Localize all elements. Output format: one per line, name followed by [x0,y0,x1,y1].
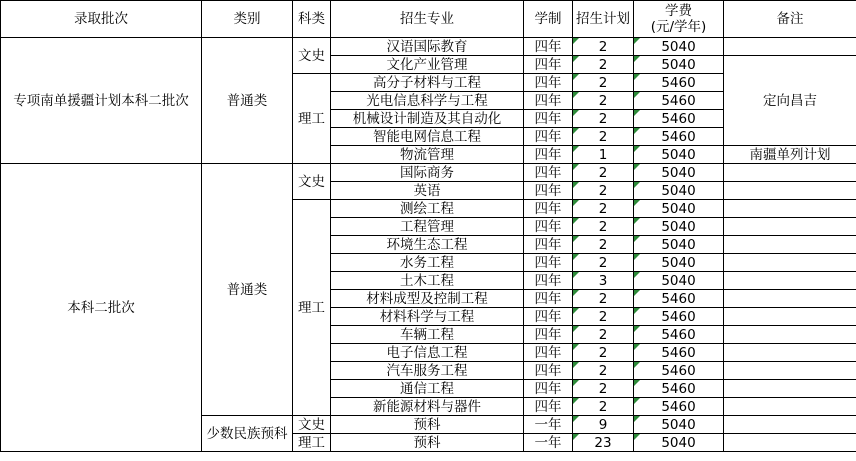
duration-cell: 四年 [524,110,573,128]
fee-cell: 5460 [634,290,724,308]
duration-cell: 四年 [524,74,573,92]
plan-cell: 2 [573,236,634,254]
fee-cell: 5460 [634,308,724,326]
note-cell [724,290,856,308]
duration-cell: 四年 [524,362,573,380]
note-cell [724,200,856,218]
subject-cell: 文史 [293,164,331,200]
note-cell [724,416,856,434]
plan-cell: 2 [573,308,634,326]
note-cell [724,236,856,254]
major-cell: 工程管理 [331,218,524,236]
batch-cell: 专项南单援疆计划本科二批次 [1,38,202,164]
major-cell: 水务工程 [331,254,524,272]
fee-cell: 5040 [634,434,724,452]
duration-cell: 一年 [524,416,573,434]
plan-cell: 2 [573,344,634,362]
note-cell [724,38,856,56]
major-cell: 物流管理 [331,146,524,164]
note-cell [724,380,856,398]
header-note: 备注 [724,1,856,38]
fee-cell: 5040 [634,182,724,200]
note-cell: 南疆单列计划 [724,146,856,164]
header-fee [634,1,724,38]
note-cell [724,182,856,200]
major-cell: 国际商务 [331,164,524,182]
duration-cell: 四年 [524,200,573,218]
fee-cell: 5460 [634,74,724,92]
fee-cell: 5040 [634,38,724,56]
subject-cell: 理工 [293,74,331,164]
fee-cell: 5460 [634,128,724,146]
major-cell: 预科 [331,434,524,452]
header-row [1,1,856,38]
table-row [1,38,856,56]
header-category: 类别 [202,1,293,38]
duration-cell: 四年 [524,128,573,146]
duration-cell: 四年 [524,164,573,182]
plan-cell: 2 [573,164,634,182]
note-cell [724,326,856,344]
duration-cell: 四年 [524,398,573,416]
major-cell: 智能电网信息工程 [331,128,524,146]
major-cell: 高分子材料与工程 [331,74,524,92]
duration-cell: 四年 [524,290,573,308]
table-row [1,164,856,182]
note-cell [724,164,856,182]
plan-cell: 2 [573,110,634,128]
major-cell: 光电信息科学与工程 [331,92,524,110]
plan-cell: 2 [573,380,634,398]
plan-cell: 2 [573,128,634,146]
header-batch: 录取批次 [1,1,202,38]
header-fee-line2: (元/学年) [650,19,707,35]
category-cell: 少数民族预科 [202,416,293,452]
fee-cell: 5040 [634,416,724,434]
major-cell: 文化产业管理 [331,56,524,74]
plan-cell: 23 [573,434,634,452]
duration-cell: 四年 [524,146,573,164]
plan-cell: 2 [573,56,634,74]
category-cell: 普通类 [202,164,293,416]
fee-cell: 5460 [634,380,724,398]
fee-cell: 5460 [634,92,724,110]
note-cell [724,344,856,362]
major-cell: 土木工程 [331,272,524,290]
category-cell: 普通类 [202,38,293,164]
fee-cell: 5040 [634,200,724,218]
note-cell [724,272,856,290]
note-cell [724,254,856,272]
fee-cell: 5040 [634,56,724,74]
major-cell: 新能源材料与器件 [331,398,524,416]
plan-cell: 2 [573,326,634,344]
duration-cell: 四年 [524,38,573,56]
major-cell: 材料科学与工程 [331,308,524,326]
fee-cell: 5040 [634,218,724,236]
duration-cell: 四年 [524,344,573,362]
duration-cell: 四年 [524,92,573,110]
plan-cell: 2 [573,200,634,218]
duration-cell: 四年 [524,326,573,344]
note-cell [724,362,856,380]
duration-cell: 四年 [524,272,573,290]
major-cell: 通信工程 [331,380,524,398]
fee-cell: 5460 [634,362,724,380]
plan-cell: 2 [573,362,634,380]
major-cell: 英语 [331,182,524,200]
header-plan: 招生计划 [573,1,634,38]
major-cell: 汉语国际教育 [331,38,524,56]
major-cell: 车辆工程 [331,326,524,344]
subject-cell: 文史 [293,38,331,74]
duration-cell: 四年 [524,380,573,398]
subject-cell: 文史 [293,416,331,434]
plan-cell: 1 [573,146,634,164]
plan-cell: 9 [573,416,634,434]
major-cell: 材料成型及控制工程 [331,290,524,308]
fee-cell: 5040 [634,236,724,254]
plan-cell: 2 [573,218,634,236]
duration-cell: 四年 [524,254,573,272]
major-cell: 预科 [331,416,524,434]
plan-cell: 3 [573,272,634,290]
batch-cell: 本科二批次 [1,164,202,452]
plan-cell: 2 [573,74,634,92]
note-cell: 定向昌吉 [724,56,856,146]
duration-cell: 一年 [524,434,573,452]
subject-cell: 理工 [293,200,331,416]
duration-cell: 四年 [524,308,573,326]
header-duration: 学制 [524,1,573,38]
fee-cell: 5460 [634,344,724,362]
note-cell [724,398,856,416]
plan-cell: 2 [573,38,634,56]
fee-cell: 5460 [634,398,724,416]
major-cell: 机械设计制造及其自动化 [331,110,524,128]
fee-cell: 5460 [634,110,724,128]
plan-cell: 2 [573,92,634,110]
subject-cell: 理工 [293,434,331,452]
note-cell [724,308,856,326]
fee-cell: 5040 [634,272,724,290]
fee-cell: 5460 [634,326,724,344]
fee-cell: 5040 [634,164,724,182]
duration-cell: 四年 [524,218,573,236]
major-cell: 测绘工程 [331,200,524,218]
duration-cell: 四年 [524,56,573,74]
duration-cell: 四年 [524,236,573,254]
header-fee-line1: 学费 [665,3,692,19]
duration-cell: 四年 [524,182,573,200]
major-cell: 环境生态工程 [331,236,524,254]
plan-cell: 2 [573,398,634,416]
plan-cell: 2 [573,254,634,272]
major-cell: 电子信息工程 [331,344,524,362]
fee-cell: 5040 [634,254,724,272]
header-major: 招生专业 [331,1,524,38]
note-cell [724,218,856,236]
major-cell: 汽车服务工程 [331,362,524,380]
fee-cell: 5040 [634,146,724,164]
header-subject: 科类 [293,1,331,38]
plan-cell: 2 [573,182,634,200]
note-cell [724,434,856,452]
plan-cell: 2 [573,290,634,308]
